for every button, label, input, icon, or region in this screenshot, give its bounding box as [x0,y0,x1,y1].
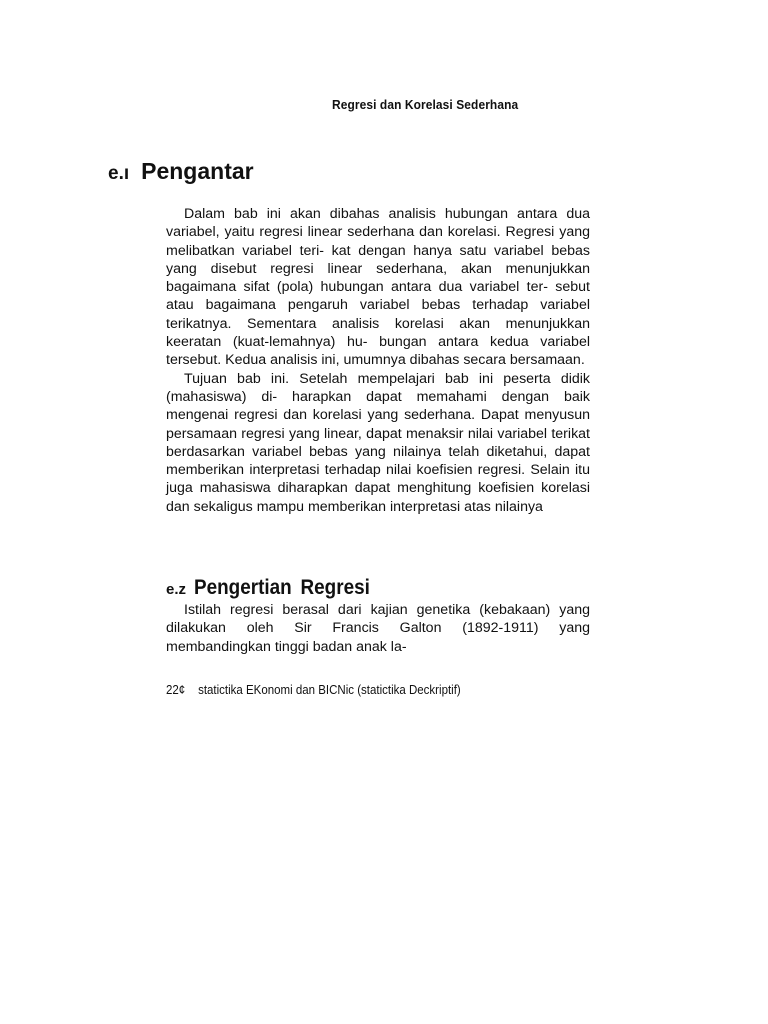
paragraph: Istilah regresi berasal dari kajian genetika (kebakaan) yang dilakukan oleh Sir Francis Galton (1892-1911) yang membandingkan tinggi badan anak la- [166,602,590,655]
section-body-pengantar [166,205,590,516]
section-heading-pengertian-regresi [166,576,389,600]
section-title: Pengantar [141,158,254,184]
section-body-pengertian-regresi [166,601,590,656]
running-header: Regresi dan Korelasi Sederhana [332,97,519,112]
section-number: e.ı [108,163,130,184]
section-heading-pengantar [108,158,254,185]
section-number: e.z [166,581,187,598]
section-title: Pengertian Regresi [194,576,370,599]
paragraph: Tujuan bab ini. Setelah mempelajari bab ini peserta didik (mahasiswa) di- harapkan dapat memahami dengan baik mengenai regresi dan korelasi yang sederhana. Dapat menyusun persamaan regresi yang linear, dapat menaksir nilai variabel terikat berdasarkan variabel bebas yang nilainya telah diketahui, dapat memberikan interpretasi terhadap nilai koefisien regresi. Selain itu juga mahasiswa diharapkan dapat menghitung koefisien korelasi dan sekaligus mampu memberikan interpretasi atas nilainya [166,370,590,515]
page-number: 22¢ [166,683,186,697]
book-title: statictika EKonomi dan BICNic (statictika Deckriptif) [198,683,461,697]
paragraph: Dalam bab ini akan dibahas analisis hubungan antara dua variabel, yaitu regresi linear sederhana dan korelasi. Regresi yang melibatkan variabel teri- kat dengan hanya satu variabel bebas yang disebut regresi linear sederhana, akan menunjukkan bagaimana sifat (pola) hubungan antara dua variabel ter- sebut atau bagaimana pengaruh variabel bebas terhadap variabel terikatnya. Sementara analisis korelasi akan menunjukkan keeratan (kuat-lemahnya) hu- bungan antara kedua variabel tersebut. Kedua analisis ini, umumnya dibahas secara bersamaan. [166,206,590,369]
page-footer [166,683,461,697]
